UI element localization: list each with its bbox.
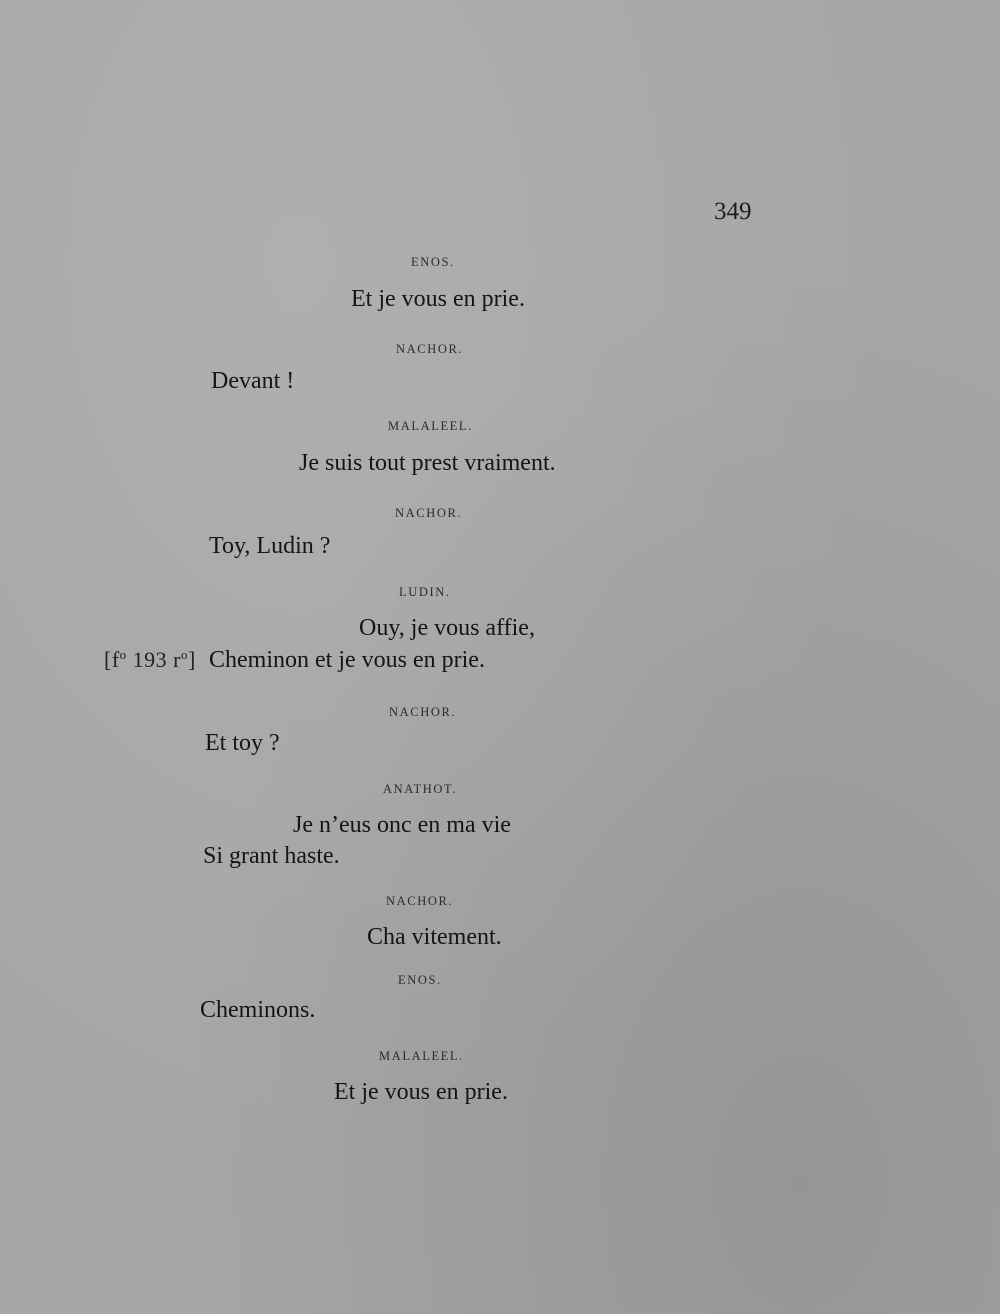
folio-sup: o [180,647,188,662]
page-number: 349 [714,198,752,225]
verse-line: Cha vitement. [367,924,502,950]
folio-reference [104,647,196,673]
folio-number: 193 r [126,647,181,672]
speaker-label: ENOS. [398,973,442,987]
folio-close: ] [187,647,196,672]
verse-line: Cheminons. [200,997,316,1023]
folio-sup: o [119,647,127,662]
speaker-label: MALALEEL. [388,419,473,433]
verse-line: Toy, Ludin ? [209,533,331,559]
folio-open: [f [104,647,120,672]
verse-line: Et toy ? [205,730,280,756]
speaker-label: NACHOR. [395,506,463,520]
verse-line: Je n’eus onc en ma vie [293,812,511,838]
speaker-label: NACHOR. [396,342,464,356]
speaker-label: ANATHOT. [383,782,458,796]
verse-line: Si grant haste. [203,843,340,869]
verse-line: Et je vous en prie. [334,1079,508,1105]
verse-line: Ouy, je vous affie, [359,615,535,641]
verse-line: Et je vous en prie. [351,286,525,312]
speaker-label: ENOS. [411,255,455,269]
verse-line: Devant ! [211,368,295,394]
speaker-label: MALALEEL. [379,1049,464,1063]
verse-line: Cheminon et je vous en prie. [209,647,485,673]
verse-line: Je suis tout prest vraiment. [299,450,556,476]
speaker-label: LUDIN. [399,585,451,599]
speaker-label: NACHOR. [386,894,454,908]
speaker-label: NACHOR. [389,705,457,719]
